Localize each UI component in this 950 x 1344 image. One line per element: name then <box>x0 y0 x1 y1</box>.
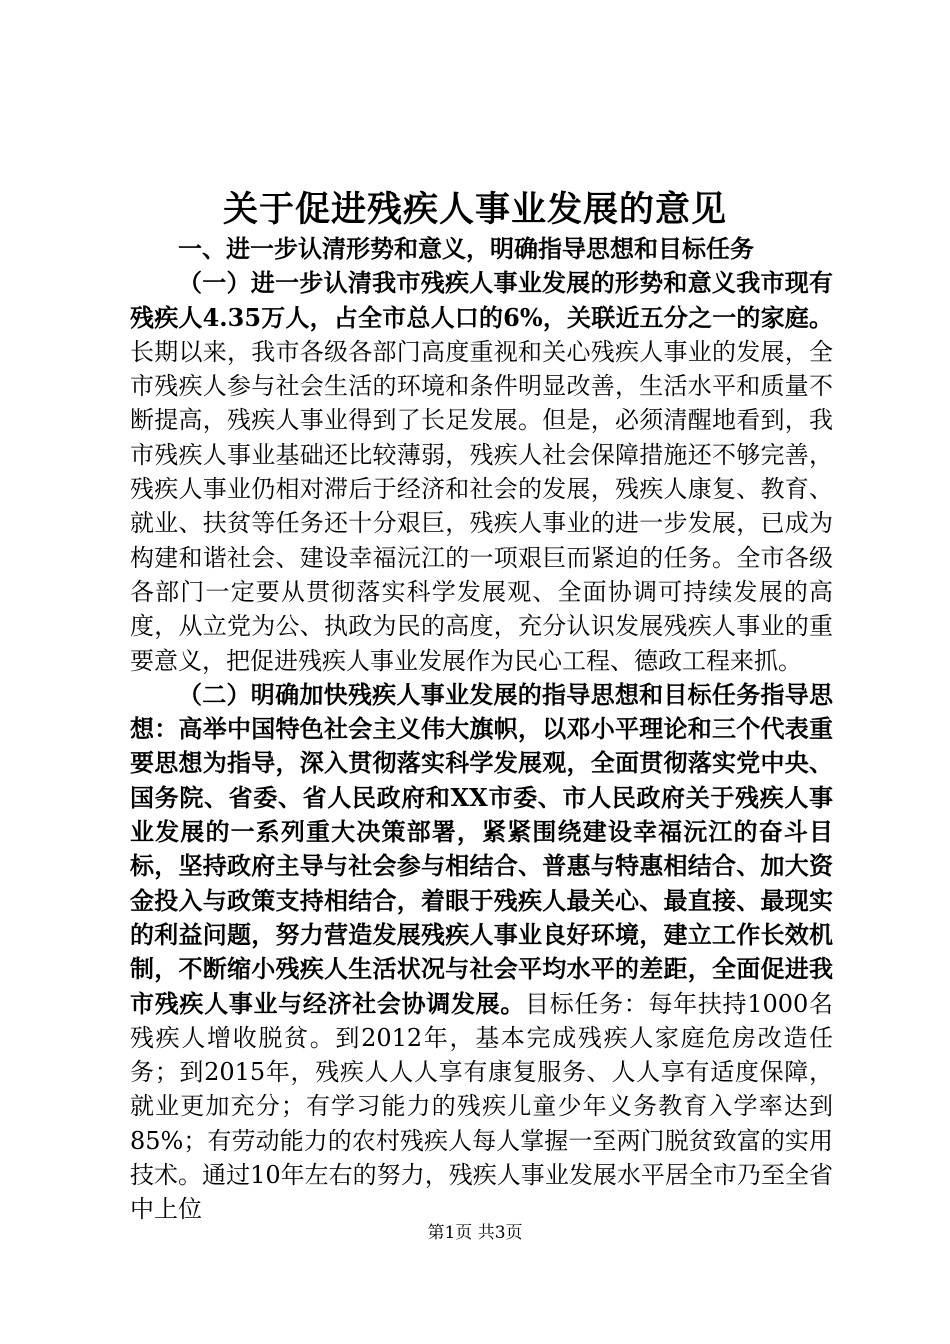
paragraph-1-bold: （一）进一步认清我市残疾人事业发展的形势和意义我市现有残疾人4.35万人，占全市总人口的6%，关联近五分之一的家庭。 <box>130 268 833 332</box>
section-heading: 一、进一步认清形势和意义，明确指导思想和目标任务 <box>178 234 754 263</box>
paragraph-2 <box>130 678 833 1227</box>
page-footer: 第1页 共3页 <box>427 1223 523 1243</box>
paragraph-1-text: 长期以来，我市各级各部门高度重视和关心残疾人事业的发展，全市残疾人参与社会生活的环境和条件明显改善，生活水平和质量不断提高，残疾人事业得到了长足发展。但是，必须清醒地看到，我市残疾人事业基础还比较薄弱，残疾人社会保障措施还不够完善，残疾人事业仍相对滞后于经济和社会的发展，残疾人康复、教育、就业、扶贫等任务还十分艰巨，残疾人事业的进一步发展，已成为构建和谐社会、建设幸福沅江的一项艰巨而紧迫的任务。全市各级各部门一定要从贯彻落实科学发展观、全面协调可持续发展的高度，从立党为公、执政为民的高度，充分认识发展残疾人事业的重要意义，把促进残疾人事业发展作为民心工程、德政工程来抓。 <box>130 337 833 675</box>
document-title: 关于促进残疾人事业发展的意见 <box>222 189 727 230</box>
document-body <box>130 232 833 1227</box>
paragraph-2-bold: （二）明确加快残疾人事业发展的指导思想和目标任务指导思想：高举中国特色社会主义伟大旗帜，以邓小平理论和三个代表重要思想为指导，深入贯彻落实科学发展观，全面贯彻落实党中央、国务院、省委、省人民政府和XX市委、市人民政府关于残疾人事业发展的一系列重大决策部署，紧紧围绕建设幸福沅江的奋斗目标，坚持政府主导与社会参与相结合、普惠与特惠相结合、加大资金投入与政策支持相结合，着眼于残疾人最关心、最直接、最现实的利益问题，努力营造发展残疾人事业良好环境，建立工作长效机制，不断缩小残疾人生活状况与社会平均水平的差距，全面促进我市残疾人事业与经济社会协调发展。 <box>130 679 833 1018</box>
paragraph-2-text: 目标任务：每年扶持1000名残疾人增收脱贫。到2012年，基本完成残疾人家庭危房改造任务；到2015年，残疾人人人享有康复服务、人人享有适度保障，就业更加充分；有学习能力的残疾儿童少年义务教育入学率达到85%；有劳动能力的农村残疾人每人掌握一至两门脱贫致富的实用技术。通过10年左右的努力，残疾人事业发展水平居全市乃至全省中上位 <box>130 989 834 1224</box>
paragraph-1 <box>130 266 833 678</box>
